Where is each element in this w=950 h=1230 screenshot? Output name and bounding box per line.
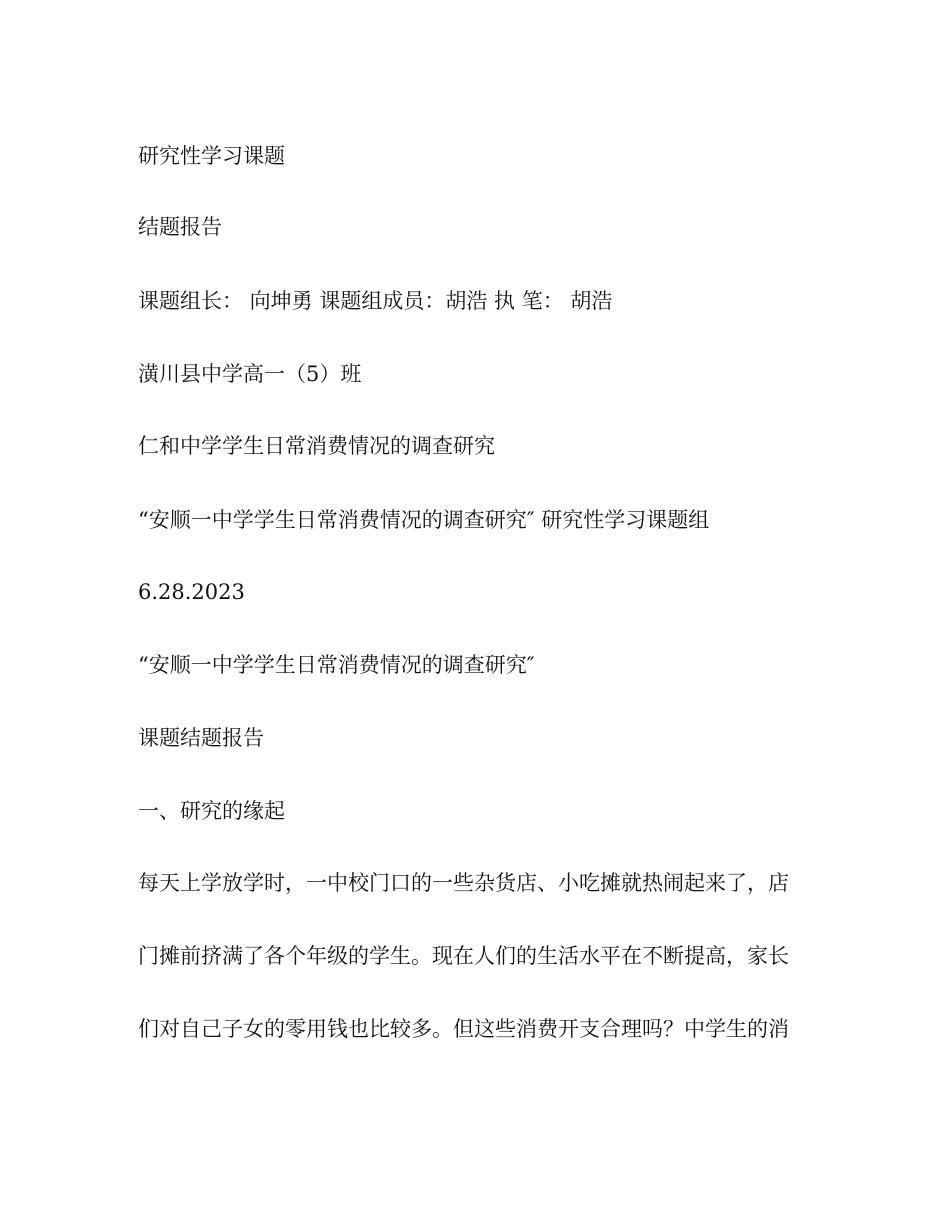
section-heading: 一、研究的缘起 bbox=[138, 799, 285, 823]
school-class: 潢川县中学高一（5）班 bbox=[138, 362, 362, 386]
report-date: 6.28.2023 bbox=[138, 580, 245, 604]
document-title: 研究性学习课题 bbox=[138, 144, 285, 168]
body-line: 门摊前挤满了各个年级的学生。现在人们的生活水平在不断提高，家长 bbox=[138, 944, 789, 968]
document-subtitle: 结题报告 bbox=[138, 215, 222, 239]
research-group: “安顺一中学学生日常消费情况的调查研究″ 研究性学习课题组 bbox=[138, 508, 710, 532]
team-members: 课题组长： 向坤勇 课题组成员：胡浩 执 笔： 胡浩 bbox=[138, 289, 613, 313]
research-topic: 仁和中学学生日常消费情况的调查研究 bbox=[138, 434, 495, 458]
body-line: 每天上学放学时，一中校门口的一些杂货店、小吃摊就热闹起来了，店 bbox=[138, 871, 789, 895]
report-title: “安顺一中学学生日常消费情况的调查研究″ bbox=[138, 653, 535, 677]
body-line: 们对自己子女的零用钱也比较多。但这些消费开支合理吗？中学生的消 bbox=[138, 1017, 789, 1041]
report-subtitle: 课题结题报告 bbox=[138, 726, 264, 750]
